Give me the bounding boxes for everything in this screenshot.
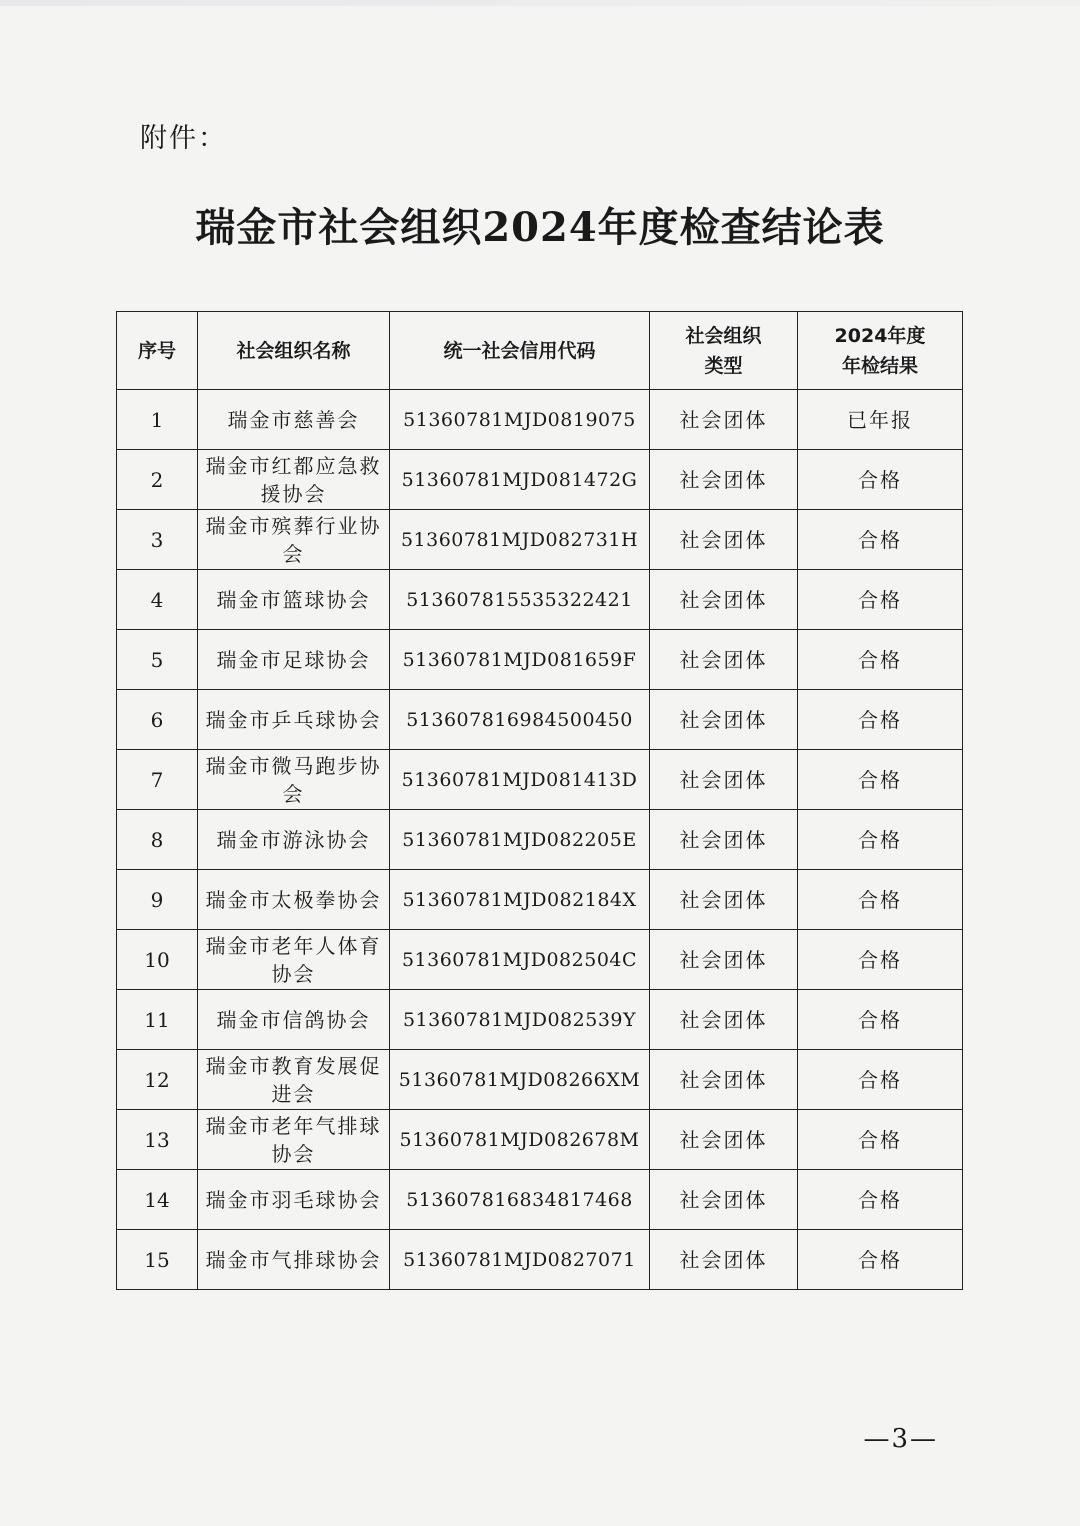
row-index: 13 xyxy=(117,1110,198,1170)
inspection-result: 合格 xyxy=(798,1050,963,1110)
table-row xyxy=(117,870,963,930)
table-body xyxy=(117,390,963,1290)
table-row xyxy=(117,810,963,870)
inspection-result: 合格 xyxy=(798,750,963,810)
inspection-result: 合格 xyxy=(798,690,963,750)
table-row xyxy=(117,1110,963,1170)
row-index: 5 xyxy=(117,630,198,690)
credit-code: 513607815535322421 xyxy=(390,570,650,630)
header-result-line1: 2024年度 xyxy=(834,324,926,347)
header-code: 统一社会信用代码 xyxy=(390,312,650,390)
credit-code: 513607816984500450 xyxy=(390,690,650,750)
header-name: 社会组织名称 xyxy=(198,312,390,390)
inspection-result: 合格 xyxy=(798,450,963,510)
org-name: 瑞金市游泳协会 xyxy=(198,810,390,870)
inspection-result: 合格 xyxy=(798,1230,963,1290)
row-index: 14 xyxy=(117,1170,198,1230)
org-type: 社会团体 xyxy=(650,1110,798,1170)
credit-code: 51360781MJD081472G xyxy=(390,450,650,510)
table-row xyxy=(117,1170,963,1230)
inspection-result: 已年报 xyxy=(798,390,963,450)
credit-code: 513607816834817468 xyxy=(390,1170,650,1230)
org-name: 瑞金市殡葬行业协会 xyxy=(198,510,390,570)
scan-edge xyxy=(0,0,1080,6)
credit-code: 51360781MJD081413D xyxy=(390,750,650,810)
page-number: —3— xyxy=(863,1424,938,1454)
row-index: 8 xyxy=(117,810,198,870)
row-index: 11 xyxy=(117,990,198,1050)
org-type: 社会团体 xyxy=(650,810,798,870)
org-type: 社会团体 xyxy=(650,450,798,510)
inspection-result: 合格 xyxy=(798,990,963,1050)
credit-code: 51360781MJD08266XM xyxy=(390,1050,650,1110)
org-type: 社会团体 xyxy=(650,870,798,930)
table-row xyxy=(117,690,963,750)
credit-code: 51360781MJD0819075 xyxy=(390,390,650,450)
inspection-result: 合格 xyxy=(798,810,963,870)
inspection-result: 合格 xyxy=(798,870,963,930)
row-index: 2 xyxy=(117,450,198,510)
inspection-results-table xyxy=(116,311,963,1290)
table-row xyxy=(117,930,963,990)
org-name: 瑞金市老年气排球协会 xyxy=(198,1110,390,1170)
table-row xyxy=(117,1050,963,1110)
table-header-row xyxy=(117,312,963,390)
org-name: 瑞金市气排球协会 xyxy=(198,1230,390,1290)
org-name: 瑞金市足球协会 xyxy=(198,630,390,690)
org-type: 社会团体 xyxy=(650,630,798,690)
table-row xyxy=(117,450,963,510)
org-name: 瑞金市信鸽协会 xyxy=(198,990,390,1050)
header-type-line2: 类型 xyxy=(704,354,743,377)
inspection-result: 合格 xyxy=(798,510,963,570)
org-type: 社会团体 xyxy=(650,1050,798,1110)
org-type: 社会团体 xyxy=(650,750,798,810)
credit-code: 51360781MJD082678M xyxy=(390,1110,650,1170)
org-name: 瑞金市乒乓球协会 xyxy=(198,690,390,750)
inspection-result: 合格 xyxy=(798,570,963,630)
org-name: 瑞金市微马跑步协会 xyxy=(198,750,390,810)
attachment-label: 附件： xyxy=(140,123,227,154)
credit-code: 51360781MJD082205E xyxy=(390,810,650,870)
header-result-line2: 年检结果 xyxy=(841,354,918,377)
inspection-result: 合格 xyxy=(798,1170,963,1230)
header-result xyxy=(798,312,963,390)
org-type: 社会团体 xyxy=(650,570,798,630)
org-name: 瑞金市老年人体育协会 xyxy=(198,930,390,990)
credit-code: 51360781MJD082539Y xyxy=(390,990,650,1050)
org-type: 社会团体 xyxy=(650,990,798,1050)
table-row xyxy=(117,630,963,690)
inspection-result: 合格 xyxy=(798,1110,963,1170)
header-type-line1: 社会组织 xyxy=(685,324,762,347)
row-index: 12 xyxy=(117,1050,198,1110)
document-title: 瑞金市社会组织2024年度检查结论表 xyxy=(195,204,885,251)
row-index: 1 xyxy=(117,390,198,450)
org-name: 瑞金市红都应急救援协会 xyxy=(198,450,390,510)
org-type: 社会团体 xyxy=(650,510,798,570)
table-row xyxy=(117,990,963,1050)
table-row xyxy=(117,1230,963,1290)
org-name: 瑞金市篮球协会 xyxy=(198,570,390,630)
table-row xyxy=(117,390,963,450)
row-index: 15 xyxy=(117,1230,198,1290)
org-type: 社会团体 xyxy=(650,690,798,750)
org-type: 社会团体 xyxy=(650,390,798,450)
row-index: 4 xyxy=(117,570,198,630)
org-type: 社会团体 xyxy=(650,1170,798,1230)
table-row xyxy=(117,510,963,570)
org-name: 瑞金市慈善会 xyxy=(198,390,390,450)
org-name: 瑞金市教育发展促进会 xyxy=(198,1050,390,1110)
row-index: 3 xyxy=(117,510,198,570)
org-name: 瑞金市羽毛球协会 xyxy=(198,1170,390,1230)
org-type: 社会团体 xyxy=(650,1230,798,1290)
inspection-result: 合格 xyxy=(798,630,963,690)
table-row xyxy=(117,750,963,810)
row-index: 9 xyxy=(117,870,198,930)
credit-code: 51360781MJD0827071 xyxy=(390,1230,650,1290)
header-type xyxy=(650,312,798,390)
row-index: 7 xyxy=(117,750,198,810)
org-type: 社会团体 xyxy=(650,930,798,990)
row-index: 6 xyxy=(117,690,198,750)
credit-code: 51360781MJD082184X xyxy=(390,870,650,930)
header-index: 序号 xyxy=(117,312,198,390)
credit-code: 51360781MJD082504C xyxy=(390,930,650,990)
credit-code: 51360781MJD082731H xyxy=(390,510,650,570)
table-row xyxy=(117,570,963,630)
org-name: 瑞金市太极拳协会 xyxy=(198,870,390,930)
credit-code: 51360781MJD081659F xyxy=(390,630,650,690)
row-index: 10 xyxy=(117,930,198,990)
inspection-result: 合格 xyxy=(798,930,963,990)
